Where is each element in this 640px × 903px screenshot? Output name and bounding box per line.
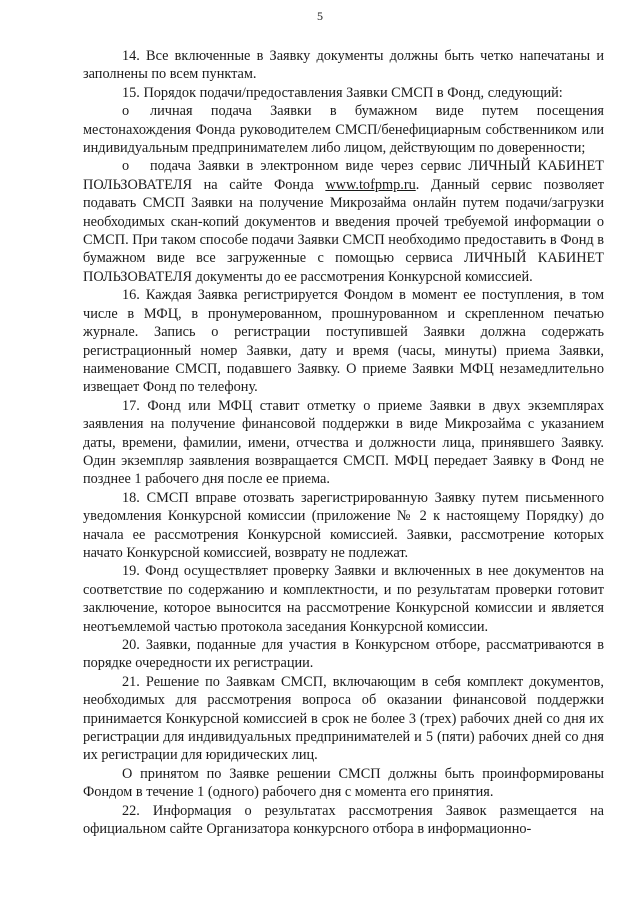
paragraph-21-continuation: О принятом по Заявке решении СМСП должны быть проинформированы Фондом в течение 1 (одного) рабочего дня с момента его принятия.: [83, 765, 604, 801]
bullet-text-start: подача Заявки в электронном виде через сервис ЛИЧНЫЙ КАБИНЕТ ПОЛЬЗОВАТЕЛЯ на сайте Фонда: [83, 158, 604, 193]
bullet-item-electronic-submission: [83, 157, 604, 286]
paragraph-21: 21. Решение по Заявкам СМСП, включающим в себя комплект документов, необходимых для рассмотрения вопроса об оказании финансовой поддержки принимается Конкурсной комиссией в срок не более 3 (трех) рабочих дней со дня их регистрации для индивидуальных предпринимателей и 5 (пяти) рабочих дней со дня их регистрации для юридических лиц.: [83, 673, 604, 764]
paragraph-20: 20. Заявки, поданные для участия в Конкурсном отборе, рассматриваются в порядке очередности их регистрации.: [83, 637, 604, 672]
bullet-item-paper-submission: [83, 102, 604, 157]
paragraph-17: 17. Фонд или МФЦ ставит отметку о приеме Заявки в двух экземплярах заявления на получение финансовой поддержки в виде Микрозайма с указанием даты, времени, фамилии, имени, отчества и должности лица, принявшего Заявку. Один экземпляр заявления возвращается СМСП. МФЦ передает Заявку в Фонд не позднее 1 рабочего дня после ее приема.: [83, 397, 604, 488]
bullet-marker: o: [122, 158, 130, 175]
bullet-text-end: . Данный сервис позволяет подавать СМСП Заявки на получение Микрозайма онлайн путем подачи/загрузки необходимых скан-копий документов и введения прочей требуемой информации о СМСП. При таком способе подачи Заявки СМСП необходимо предоставить в Фонд в бумажном виде все загруженные с помощью сервиса ЛИЧНЫЙ КАБИНЕТ ПОЛЬЗОВАТЕЛЯ документы до ее рассмотрения Конкурсной комиссией.: [83, 176, 604, 285]
paragraph-15: 15. Порядок подачи/предоставления Заявки СМСП в Фонд, следующий:: [122, 84, 563, 101]
paragraph-18: 18. СМСП вправе отозвать зарегистрированную Заявку путем письменного уведомления Конкурсной комиссии (приложение № 2 к настоящему Порядку) до начала ее рассмотрения Конкурсной комиссией. Заявки, рассмотрение которых начато Конкурсной комиссией, возврату не подлежат.: [83, 489, 604, 561]
paragraph-14: 14. Все включенные в Заявку документы должны быть четко напечатаны и заполнены по всем пунктам.: [83, 48, 604, 83]
bullet-marker: o: [122, 103, 130, 120]
page-number: 5: [317, 9, 323, 23]
paragraph-19: 19. Фонд осуществляет проверку Заявки и включенных в нее документов на соответствие по содержанию и комплектности, и по результатам проверки готовит заключение, которое выносится на рассмотрение Конкурсной комиссии и является неотъемлемой частью протокола заседания Конкурсной комиссии.: [83, 563, 604, 635]
fund-website-link[interactable]: www.tofpmp.ru: [325, 176, 416, 193]
paragraph-16: 16. Каждая Заявка регистрируется Фондом в момент ее поступления, в том числе в МФЦ, в пронумерованном, прошнурованном и скрепленном печатью журнале. Запись о регистрации поступившей Заявки должна содержать регистрационный номер Заявки, дату и время (часы, минуты) приема Заявки, наименование СМСП, подавшего Заявку. О приеме Заявки МФЦ незамедлительно извещает Фонд по телефону.: [83, 287, 604, 396]
paragraph-22: 22. Информация о результатах рассмотрения Заявок размещается на официальном сайте Организатора конкурсного отбора в информационно-: [83, 802, 604, 838]
document-body: [83, 47, 604, 838]
bullet-text: личная подача Заявки в бумажном виде путем посещения местонахождения Фонда руководителем СМСП/бенефициарным собственником или индивидуальным предпринимателем либо лицом, действующим по доверенности;: [83, 103, 604, 157]
